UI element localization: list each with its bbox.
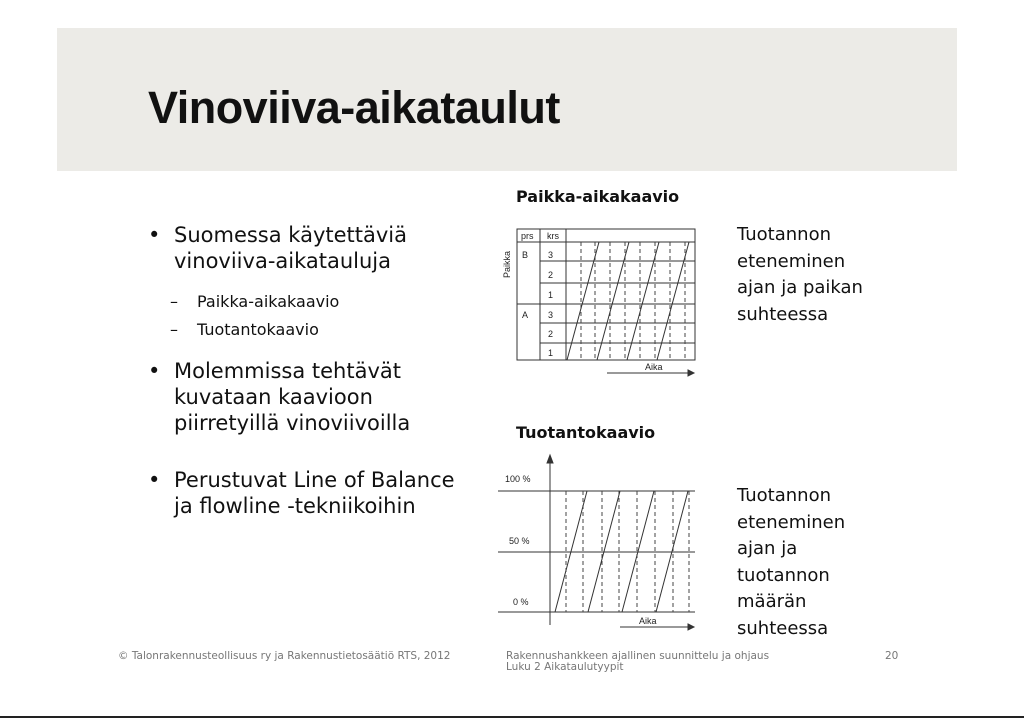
place-time-frame — [517, 229, 695, 360]
description-line: suhteessa — [737, 303, 829, 325]
description-line: suhteessa — [737, 617, 829, 639]
description-line: määrän — [737, 591, 807, 612]
floor-label: 2 — [548, 329, 554, 339]
footer-copyright: © Talonrakennusteollisuus ry ja Rakennustietosäätiö RTS, 2012 — [118, 650, 451, 662]
place-time-description — [737, 222, 863, 328]
place-time-diagram-title: Paikka-aikakaavio — [516, 187, 680, 206]
bullet-line: Perustuvat Line of Balance — [174, 468, 455, 492]
footer-course-title: Rakennushankkeen ajallinen suunnittelu ja ohjaus — [506, 650, 770, 662]
bullet-item — [148, 358, 478, 436]
production-description — [737, 483, 845, 642]
sub-bullet-label: Tuotantokaavio — [197, 320, 319, 339]
description-line: ajan ja paikan — [737, 277, 863, 298]
flowline — [567, 242, 599, 360]
bullet-item — [148, 467, 478, 519]
flowline — [597, 242, 629, 360]
tick-label: 100 % — [505, 474, 531, 484]
bullet-item — [148, 222, 478, 274]
slide-title: Vinoviiva-aikataulut — [148, 82, 560, 133]
description-line: eteneminen — [737, 511, 846, 533]
floor-label: 3 — [548, 250, 554, 260]
description-line: Tuotannon — [737, 485, 832, 506]
description-line: tuotannon — [737, 564, 830, 586]
floor-label: 2 — [548, 270, 554, 280]
bullet-dot-icon: • — [148, 468, 161, 492]
flowline — [657, 242, 689, 360]
description-line: eteneminen — [737, 250, 846, 272]
description-line: Tuotannon — [737, 224, 832, 245]
floor-label: 1 — [548, 290, 554, 300]
footer-chapter: Luku 2 Aikataulutyypit — [506, 661, 624, 673]
bullet-line: kuvataan kaavioon — [174, 385, 373, 409]
arrow-up-icon — [547, 455, 553, 463]
floor-label: 3 — [548, 310, 554, 320]
bullet-line: vinoviiva-aikatauluja — [174, 249, 392, 273]
arrow-right-icon — [688, 624, 694, 630]
page-number: 20 — [885, 650, 899, 662]
production-diagram-title: Tuotantokaavio — [516, 423, 656, 442]
tick-label: 50 % — [509, 536, 530, 546]
bottom-border — [0, 716, 1024, 718]
production-diagram — [495, 450, 705, 635]
time-axis-label: Aika — [639, 616, 657, 626]
dash-icon: – — [170, 320, 178, 339]
time-axis-label: Aika — [645, 362, 663, 372]
bullet-line: piirretyillä vinoviivoilla — [174, 411, 411, 435]
section-label: A — [522, 310, 529, 320]
bullet-line: Suomessa käytettäviä — [174, 223, 407, 247]
floor-label: 1 — [548, 348, 554, 358]
bullet-dot-icon: • — [148, 359, 161, 383]
bullet-dot-icon: • — [148, 223, 161, 247]
flowline — [627, 242, 659, 360]
place-time-diagram — [495, 222, 705, 382]
sub-bullet-item — [170, 316, 319, 344]
tick-label: 0 % — [513, 597, 529, 607]
arrow-right-icon — [688, 370, 694, 376]
section-label: B — [522, 250, 529, 260]
bullet-line: Molemmissa tehtävät — [174, 359, 401, 383]
sub-bullet-item — [170, 288, 339, 316]
floor-column-header: krs — [547, 231, 559, 241]
dash-icon: – — [170, 292, 178, 311]
place-axis-label: Paikka — [502, 250, 512, 278]
description-line: ajan ja — [737, 538, 798, 559]
sub-bullet-label: Paikka-aikakaavio — [197, 292, 340, 311]
bullet-line: ja flowline -tekniikoihin — [174, 494, 416, 518]
section-column-header: prs — [521, 231, 534, 241]
